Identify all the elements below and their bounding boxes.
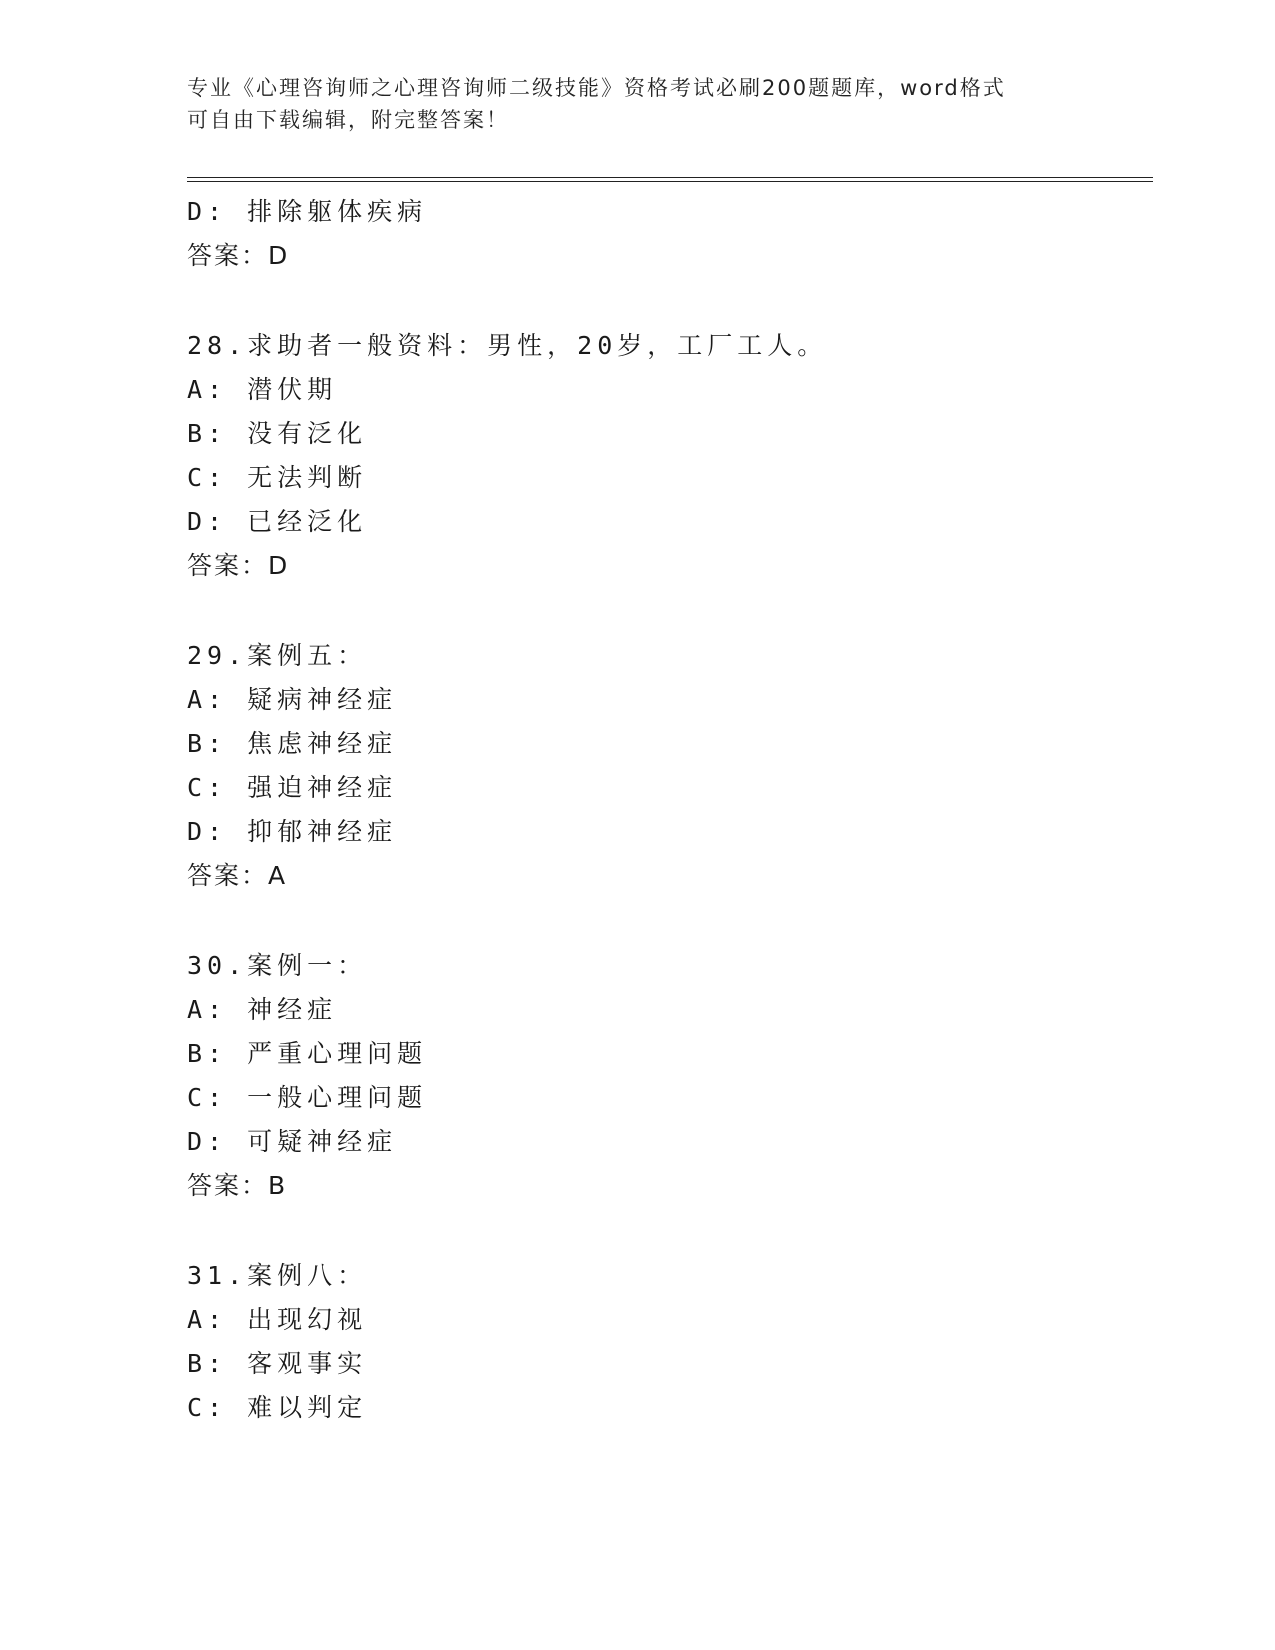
option-line: A: 疑病神经症 <box>187 685 398 714</box>
option-line: B: 客观事实 <box>187 1349 368 1378</box>
answer-line: 答案：D <box>187 551 290 580</box>
option-line: A: 出现幻视 <box>187 1305 368 1334</box>
option-line: B: 严重心理问题 <box>187 1039 428 1068</box>
option-line: D: 排除躯体疾病 <box>187 197 428 226</box>
header-line-1: 专业《心理咨询师之心理咨询师二级技能》资格考试必刷200题题库，word格式 <box>187 76 1006 100</box>
question-stem: 28.求助者一般资料：男性，20岁，工厂工人。 <box>187 331 828 360</box>
option-line: C: 无法判断 <box>187 463 368 492</box>
header-divider-top <box>187 177 1153 178</box>
question-stem: 31.案例八： <box>187 1261 368 1290</box>
option-line: C: 难以判定 <box>187 1393 368 1422</box>
option-line: B: 没有泛化 <box>187 419 368 448</box>
option-line: C: 一般心理问题 <box>187 1083 428 1112</box>
option-line: D: 可疑神经症 <box>187 1127 398 1156</box>
header-divider-bottom <box>187 181 1153 182</box>
option-line: D: 抑郁神经症 <box>187 817 398 846</box>
answer-line: 答案：D <box>187 241 290 270</box>
question-stem: 30.案例一： <box>187 951 368 980</box>
option-line: D: 已经泛化 <box>187 507 368 536</box>
question-stem: 29.案例五： <box>187 641 368 670</box>
option-line: A: 潜伏期 <box>187 375 338 404</box>
answer-line: 答案：A <box>187 861 288 890</box>
option-line: B: 焦虑神经症 <box>187 729 398 758</box>
answer-line: 答案：B <box>187 1171 288 1200</box>
option-line: C: 强迫神经症 <box>187 773 398 802</box>
option-line: A: 神经症 <box>187 995 338 1024</box>
header-line-2: 可自由下载编辑，附完整答案！ <box>187 108 509 132</box>
document-header <box>187 72 1087 136</box>
